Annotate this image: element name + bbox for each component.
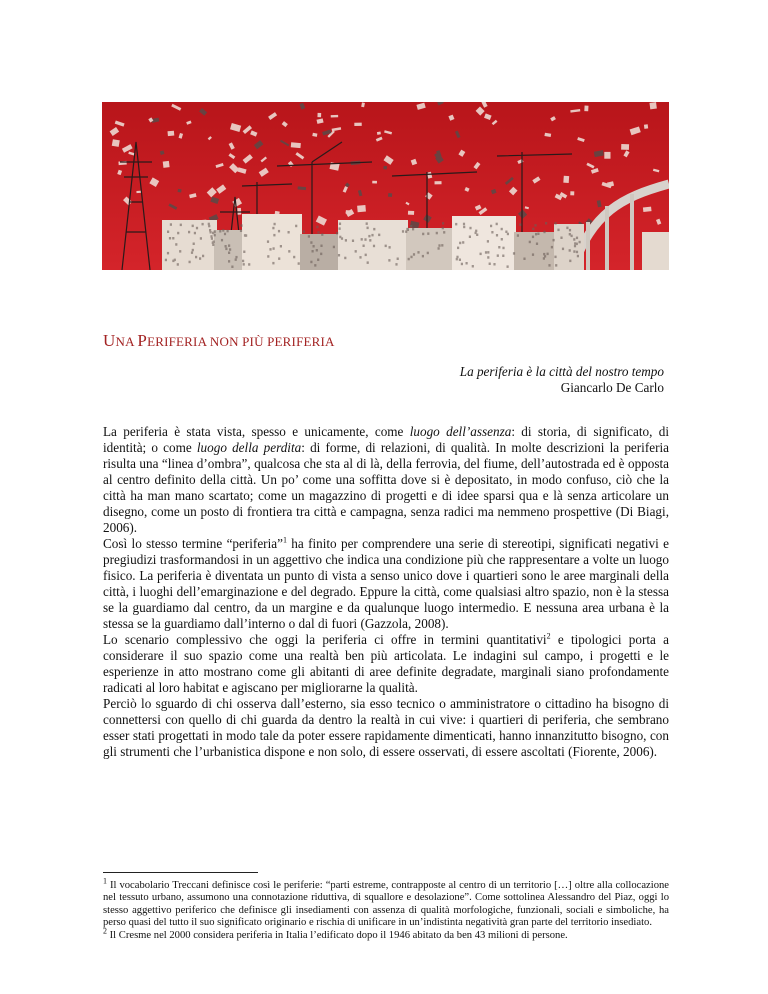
banner-image — [102, 102, 669, 270]
section-heading: UNA PERIFERIA NON PIÙ PERIFERIA — [103, 331, 335, 350]
footnote-2: $^2$ Il Cresme nel 2000 considera periferia in Italia l’edificato dopo il 1946 abitato da ben 43 milioni di persone. — [103, 926, 568, 941]
footnote-divider — [103, 872, 258, 873]
footnote-1: $^1$ Il vocabolario Treccani definisce così le periferie: “parti estreme, contrapposte al centro di un territorio […] oltre alla collocazione nel tessuto urbano, assumono una connotazione riduttiva, di squallore e desolazione”. Come sottolinea Alessandro del Piaz, oggi lo stesso aggettivo periferico che definisce gli insediamenti con assenza di qualità morfologiche, funzionali, sociali e simboliche, ha perso quasi del tutto il suo significato originario e rischia di unificare in un’indistinta negatività gran parte del territorio insediato. — [103, 876, 669, 929]
paragraph-4: Perciò lo sguardo di chi osserva dall’esterno, sia esso tecnico o amministratore o cittadino ha bisogno di connettersi con quello di chi guarda da dentro la realtà in cui vive: i quartieri di periferia, che sembrano esser stati progettati in modo tale da poter essere rapidamente dimenticati, hanno innanzitutto bisogno, con gli strumenti che l’urbanistica dispone e non solo, di essere osservati, di essere ascoltati (Fiorente, 2006). — [103, 696, 669, 759]
footnotes — [103, 876, 669, 942]
body-text — [103, 424, 669, 760]
epigraph-author: Giancarlo De Carlo — [560, 379, 664, 395]
paragraph-2: Così lo stesso termine “periferia”$^1$ ha finito per comprendere una serie di stereotipi, significati negativi e pregiudizi trasformandosi in un aggettivo che indica una condizione più che rappresentare a volte un luogo fisico. La periferia è diventata un punto di vista a senso unico dove i quartieri sono le aree marginali della città, i luoghi dell’emarginazione e del degrado. Eppure la città, come qualsiasi altro spazio, non è la stessa se la guardiamo dal centro, da un margine e da qualunque luogo intermedio. E nessuna area urbana è la stessa se la guardiamo dall’interno o dal di fuori (Gazzola, 2008). — [103, 535, 669, 631]
footnote-ref-1[interactable]: 1 — [282, 535, 287, 545]
epigraph — [460, 364, 664, 395]
epigraph-quote: La periferia è la città del nostro tempo — [459, 364, 664, 379]
paragraph-1: La periferia è stata vista, spesso e unicamente, come luogo dell’assenza: di storia, di significato, di identità; o come luogo della perdita: di forme, di relazioni, di qualità. In molte descrizioni la periferia risulta una “linea d’ombra”, qualcosa che sta al di là, della ferrovia, del fiume, dell’autostrada ed è opposta al centro definito della città. Un po’ come una soffitta dove si è depositato, in modo confuso, ciò che la città ha man mano scartato; come un magazzino di progetti e di idee sparsi qua e là senza articolare un disegno, come un posto di frontiera tra città e campagna, senza radici ma nemmeno prospettive (Di Biagi, 2006). — [103, 424, 669, 535]
paragraph-3: Lo scenario complessivo che oggi la periferia ci offre in termini quantitativi$^2$ e tipologici porta a considerare il suo spazio come una realtà ben più articolata. Le indagini sul campo, i progetti e le esperienze in atto mostrano come gli abitanti di aree definite degradate, marginali siano profondamente radicati al loro habitat e agiscano per migliorarne la qualità. — [103, 631, 669, 695]
footnote-ref-2[interactable]: 2 — [546, 631, 551, 641]
